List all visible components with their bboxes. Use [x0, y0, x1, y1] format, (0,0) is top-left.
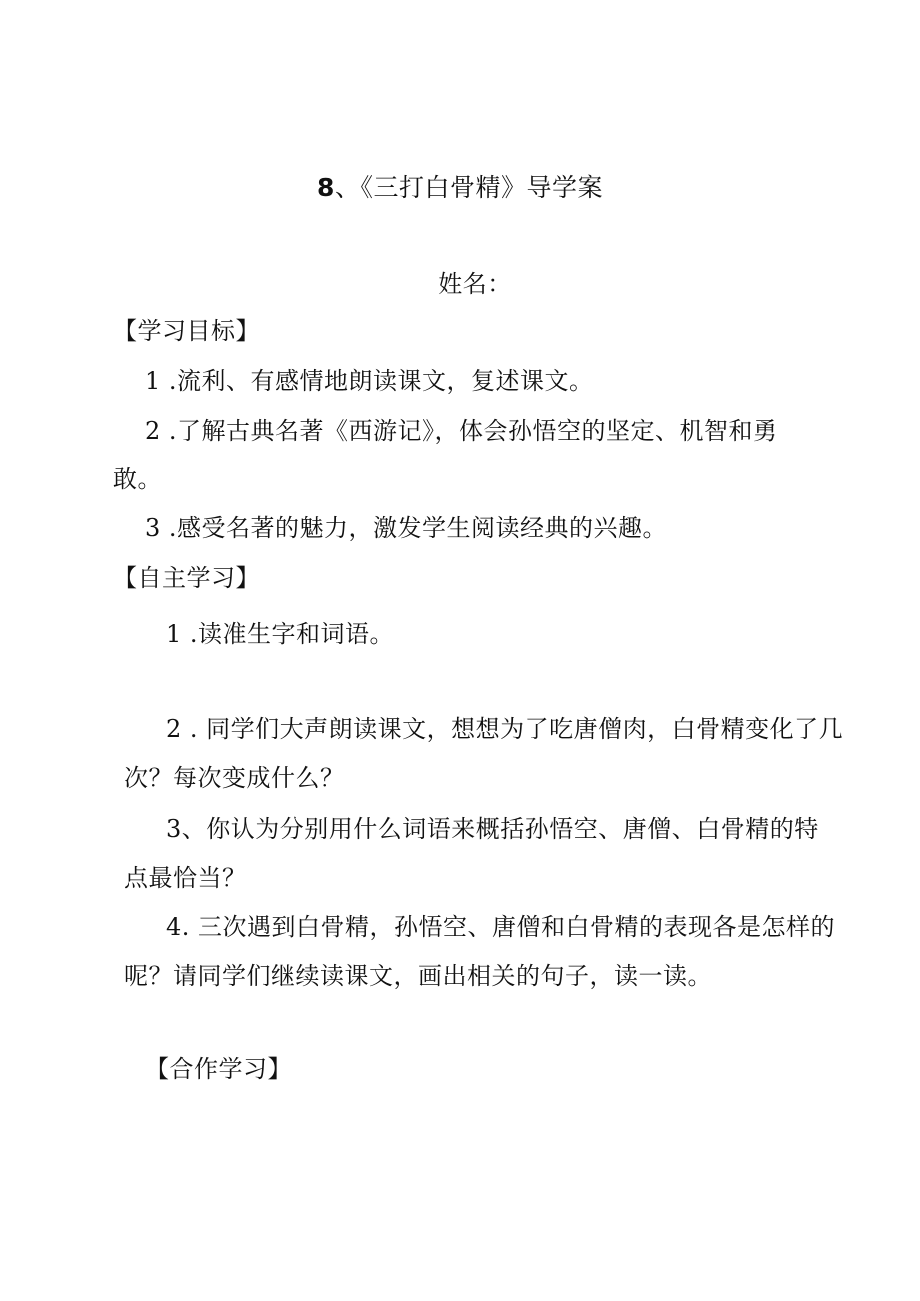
goal-item-3: 3 .感受名著的魅力，激发学生阅读经典的兴趣。	[145, 514, 668, 542]
title-text: 、《三打白骨精》导学案	[334, 173, 603, 202]
self-study-item-3: 3、你认为分别用什么词语来概括孙悟空、唐僧、白骨精的特	[166, 815, 819, 843]
section-heading-cooperative-study: 【合作学习】	[145, 1055, 292, 1083]
section-heading-self-study: 【自主学习】	[113, 564, 260, 592]
name-field-label: 姓名：	[438, 270, 512, 298]
self-study-item-1: 1 .读准生字和词语。	[166, 620, 395, 648]
self-study-item-2: 2 . 同学们大声朗读课文，想想为了吃唐僧肉，白骨精变化了几	[166, 715, 844, 743]
goal-item-2-continued: 敢。	[113, 465, 162, 493]
self-study-item-4: 4. 三次遇到白骨精，孙悟空、唐僧和白骨精的表现各是怎样的	[166, 913, 836, 941]
section-heading-learning-goals: 【学习目标】	[113, 317, 260, 345]
title-number: 8	[317, 173, 335, 202]
goal-item-1: 1 .流利、有感情地朗读课文，复述课文。	[145, 367, 594, 395]
document-title	[0, 172, 920, 204]
goal-item-2: 2 .了解古典名著《西游记》，体会孙悟空的坚定、机智和勇	[145, 417, 778, 445]
self-study-item-3-continued: 点最恰当？	[124, 864, 247, 892]
self-study-item-2-continued: 次？每次变成什么？	[124, 764, 345, 792]
self-study-item-4-continued: 呢？请同学们继续读课文，画出相关的句子，读一读。	[124, 962, 712, 990]
